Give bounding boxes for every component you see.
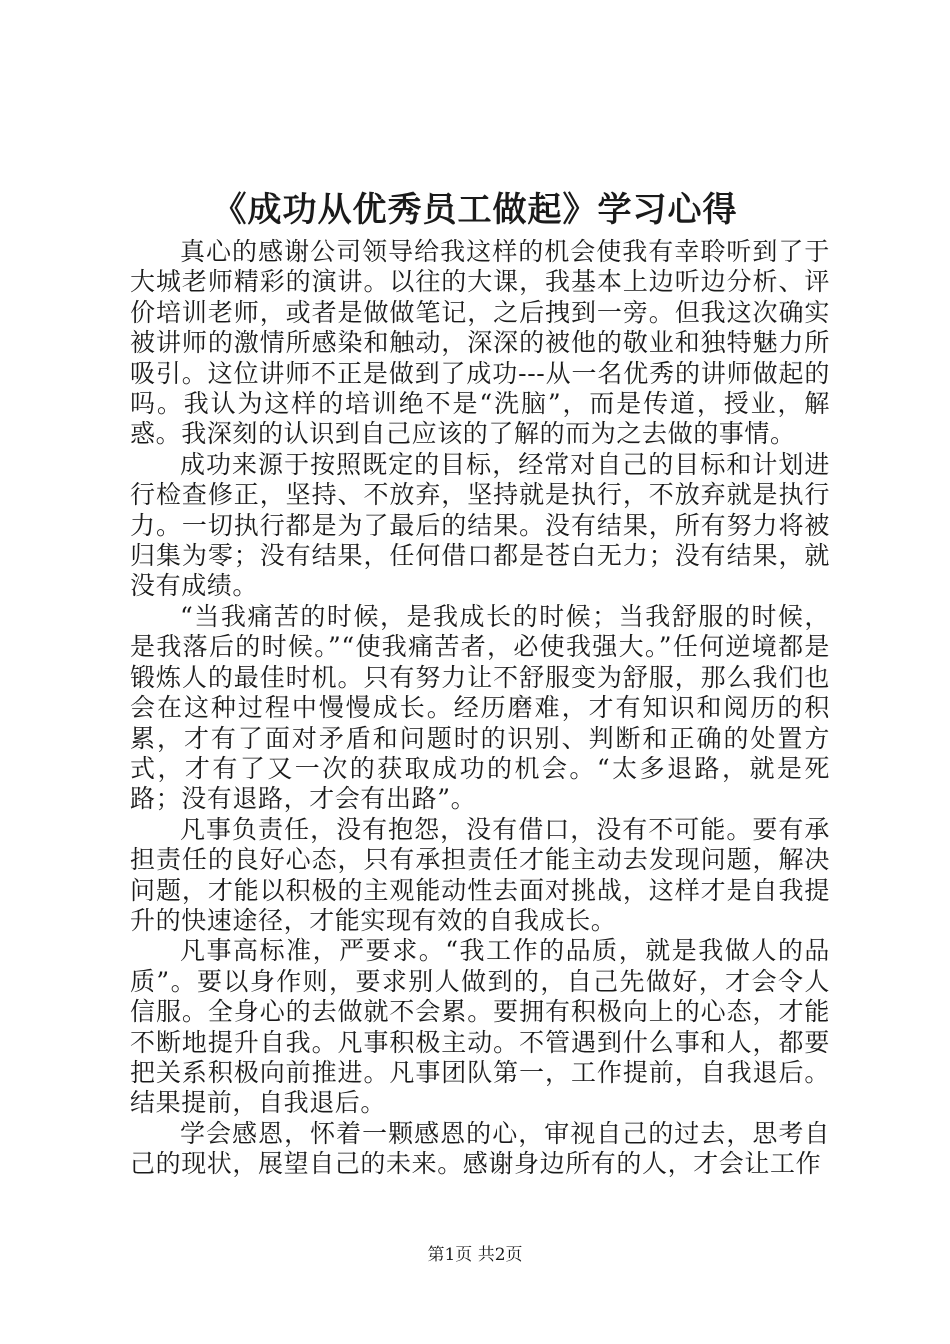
document-title: 《成功从优秀员工做起》学习心得 (212, 190, 738, 230)
paragraph-6: 学会感恩，怀着一颗感恩的心，审视自己的过去，思考自己的现状，展望自己的未来。感谢身边所有的人，才会让工作 (130, 1118, 830, 1179)
page-footer: 第1页 共2页 (427, 1245, 523, 1265)
paragraph-5: 凡事高标准，严要求。“我工作的品质，就是我做人的品质”。要以身作则，要求别人做到的，自己先做好，才会令人信服。全身心的去做就不会累。要拥有积极向上的心态，才能不断地提升自我。凡事积极主动。不管遇到什么事和人，都要把关系积极向前推进。凡事团队第一，工作提前，自我退后。结果提前，自我退后。 (130, 936, 830, 1118)
paragraph-2: 成功来源于按照既定的目标，经常对自己的目标和计划进行检查修正，坚持、不放弃，坚持就是执行，不放弃就是执行力。一切执行都是为了最后的结果。没有结果，所有努力将被归集为零；没有结果，任何借口都是苍白无力；没有结果，就没有成绩。 (130, 449, 830, 601)
paragraph-4: 凡事负责任，没有抱怨，没有借口，没有不可能。要有承担责任的良好心态，只有承担责任才能主动去发现问题，解决问题，才能以积极的主观能动性去面对挑战，这样才是自我提升的快速途径，才能实现有效的自我成长。 (130, 814, 830, 935)
paragraph-1: 真心的感谢公司领导给我这样的机会使我有幸聆听到了于大城老师精彩的演讲。以往的大课，我基本上边听边分析、评价培训老师，或者是做做笔记，之后拽到一旁。但我这次确实被讲师的激情所感染和触动，深深的被他的敬业和独特魅力所吸引。这位讲师不正是做到了成功---从一名优秀的讲师做起的吗。我认为这样的培训绝不是“洗脑”，而是传道，授业，解惑。我深刻的认识到自己应该的了解的而为之去做的事情。 (130, 237, 830, 449)
document-body (130, 237, 830, 1180)
paragraph-3: “当我痛苦的时候，是我成长的时候；当我舒服的时候，是我落后的时候。”“使我痛苦者，必使我强大。”任何逆境都是锻炼人的最佳时机。只有努力让不舒服变为舒服，那么我们也会在这种过程中慢慢成长。经历磨难，才有知识和阅历的积累，才有了面对矛盾和问题时的识别、判断和正确的处置方式，才有了又一次的获取成功的机会。“太多退路，就是死路；没有退路，才会有出路”。 (130, 601, 830, 814)
